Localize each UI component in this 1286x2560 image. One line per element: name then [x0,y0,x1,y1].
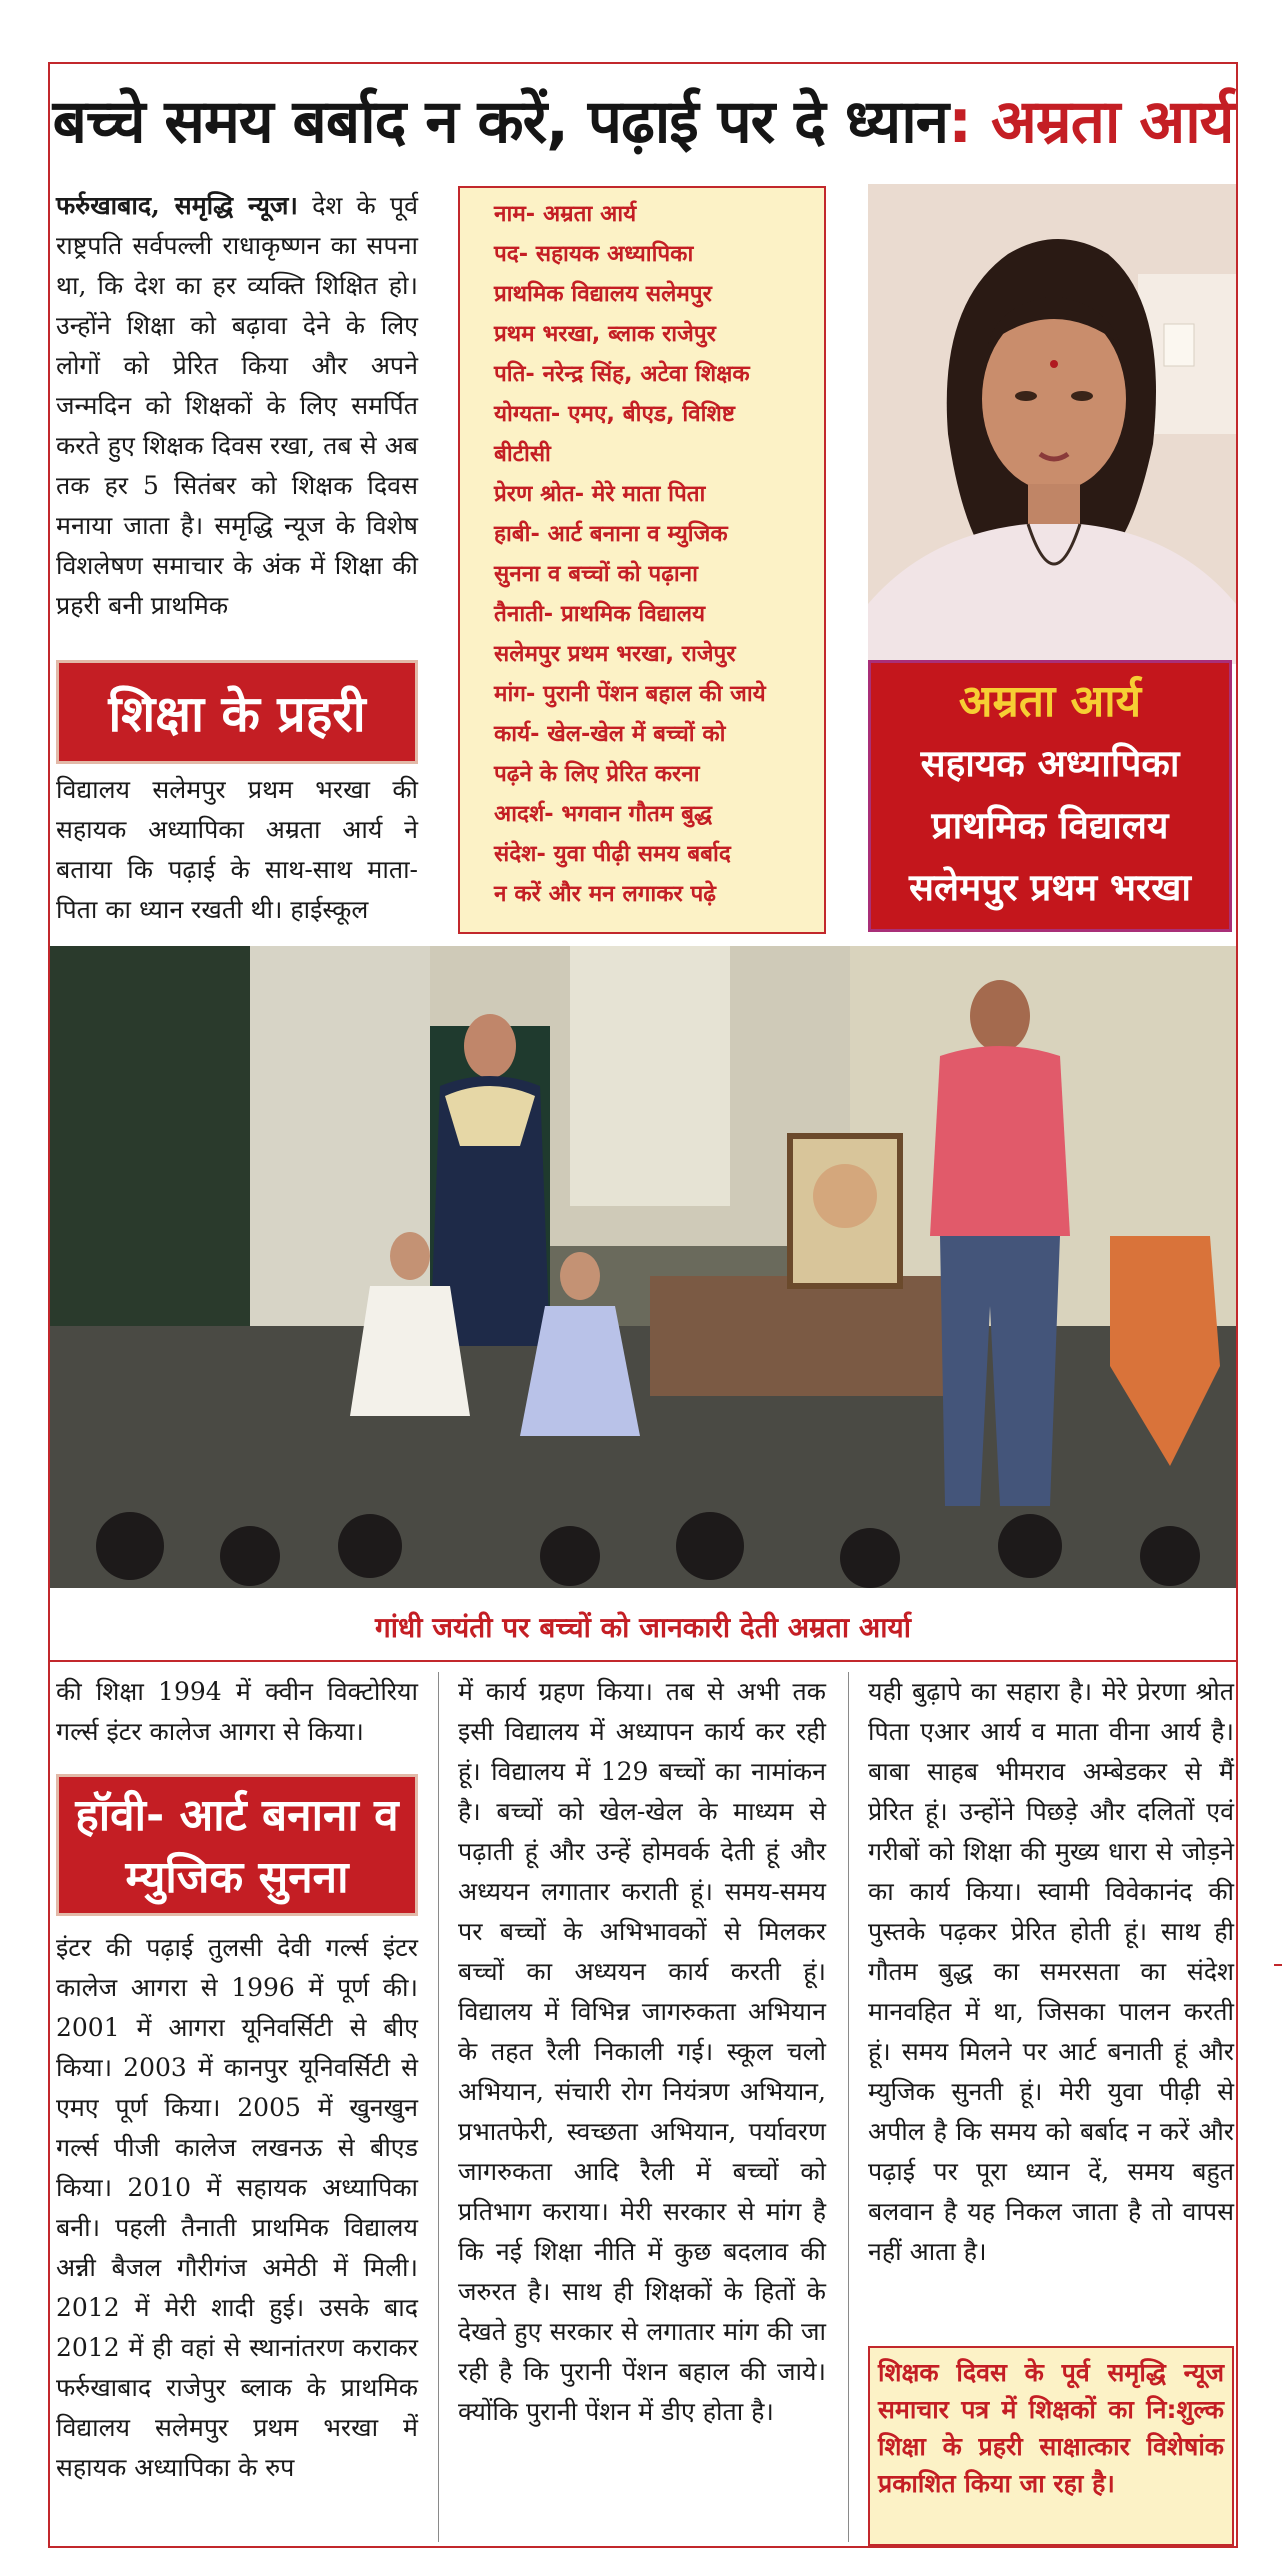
name-box-line: प्राथमिक विद्यालय [931,804,1169,847]
info-line: न करें और मन लगाकर पढ़े [494,881,716,907]
photo-caption: गांधी जयंती पर बच्चों को जानकारी देती अम्रता आर्या [375,1611,911,1644]
column-divider [848,1672,849,2542]
section-heading-hobby [56,1774,418,1916]
info-line: नाम- अम्रता आर्य [494,201,637,227]
intro-continued [56,770,418,930]
info-line: प्रेरण श्रोत- मेरे माता पिता [494,481,706,507]
caption-divider [50,1660,1236,1662]
hobby-heading-line: म्युजिक सुनना [125,1852,349,1903]
classroom-illustration [50,946,1236,1588]
info-line: तैनाती- प्राथमिक विद्यालय [494,601,706,627]
info-line: पढ़ने के लिए प्रेरित करना [494,761,700,787]
headline-name: अम्रता आर्य [990,87,1234,157]
info-line: मांग- पुरानी पेंशन बहाल की जाये [494,681,766,707]
info-line: संदेश- युवा पीढ़ी समय बर्बाद [494,841,731,867]
section-heading-prahari: शिक्षा के प्रहरी [56,660,418,764]
info-line: प्रथम भरखा, ब्लाक राजेपुर [494,321,716,347]
info-line: हाबी- आर्ट बनाना व म्युजिक [494,521,728,547]
classroom-photo [50,946,1236,1588]
info-line: प्राथमिक विद्यालय सलेमपुर [494,281,712,307]
headline-main: बच्चे समय बर्बाद न करें, पढ़ाई पर दे ध्यान [52,87,949,157]
dateline: फर्रुखाबाद, समृद्धि न्यूज। [56,191,298,220]
headline [48,80,1238,164]
name-box-line: सहायक अध्यापिका [920,742,1180,785]
portrait-illustration [868,184,1236,664]
info-line: पति- नरेन्द्र सिंह, अटेवा शिक्षक [494,361,750,387]
callout-box: शिक्षक दिवस के पूर्व समृद्धि न्यूज समाचार पत्र में शिक्षकों का नि:शुल्क शिक्षा के प्रहरी साक्षात्कार विशेषांक प्रकाशित किया जा रहा है। [868,2346,1234,2546]
inspiration-column [868,1672,1234,2272]
name-box [868,660,1232,932]
work-column [458,1672,826,2432]
intro-text: देश के पूर्व राष्ट्रपति सर्वपल्ली राधाकृष्णन का सपना था, कि देश का हर व्यक्ति शिक्षित हो। उन्होंने शिक्षा को बढ़ावा देने के लिए लोगों को प्रेरित किया और अपने जन्मदिन को शिक्षकों के लिए समर्पित करते हुए शिक्षक दिवस रखा, तब से अब तक हर 5 सितंबर को शिक्षक दिवस मनाया जाता है। समृद्धि न्यूज के विशेष विशलेषण समाचार के अंक में शिक्षा की प्रहरी बनी प्राथमिक [56,191,418,620]
career-column [56,1928,418,2488]
intro-continued-text: विद्यालय सलेमपुर प्रथम भरखा की सहायक अध्यापिका अम्रता आर्य ने बताया कि पढ़ाई के साथ-साथ माता-पिता का ध्यान रखती थी। हाईस्कूल [56,775,418,924]
work-text: में कार्य ग्रहण किया। तब से अभी तक इसी विद्यालय में अध्यापन कार्य कर रही हूं। विद्यालय में 129 बच्चों का नामांकन है। बच्चों को खेल-खेल के माध्यम से पढ़ाती हूं और उन्हें होमवर्क देती हूं और अध्ययन लगातार कराती हूं। समय-समय पर बच्चों के अभिभावकों से मिलकर बच्चों का अध्ययन कार्य करती हूं। विद्यालय में विभिन्न जागरुकता अभियान के तहत रैली निकाली गई। स्कूल चलो अभियान, संचारी रोग नियंत्रण अभियान, प्रभातफेरी, स्वच्छता अभियान, पर्यावरण जागरुकता आदि रैली में बच्चों को प्रतिभाग कराया। मेरी सरकार से मांग है कि नई शिक्षा नीति में कुछ बदलाव की जरुरत है। साथ ही शिक्षकों के हितों के देखते हुए सरकार से लगातार मांग की जा रही है कि पुरानी पेंशन बहाल की जाये। क्योंकि पुरानी पेंशन में डीए होता है। [458,1677,826,2426]
education-text: की शिक्षा 1994 में क्वीन विक्टोरिया गर्ल्स इंटर कालेज आगरा से किया। [56,1677,418,1746]
portrait-photo [868,184,1236,664]
profile-info-box [458,186,826,934]
info-line: सलेमपुर प्रथम भरखा, राजेपुर [494,641,736,667]
inspiration-text: यही बुढ़ापे का सहारा है। मेरे प्रेरणा श्रोत पिता एआर आर्य व माता वीना आर्य है। बाबा साहब भीमराव अम्बेडकर से मैं प्रेरित हूं। उन्होंने पिछड़े और दलितों एवं गरीबों को शिक्षा की मुख्य धारा से जोड़ने का कार्य किया। स्वामी विवेकानंद की पुस्तके पढ़कर प्रेरित होती हूं। साथ ही गौतम बुद्ध का समरसता का संदेश मानवहित में था, जिसका पालन करती हूं। समय मिलने पर आर्ट बनाती हूं और म्युजिक सुनती हूं। मेरी युवा पीढ़ी से अपील है कि समय को बर्बाद न करें और पढ़ाई पर पूरा ध्यान दें, समय बहुत बलवान है यह निकल जाता है तो वापस नहीं आता है। [868,1677,1234,2266]
info-line: आदर्श- भगवान गौतम बुद्ध [494,801,712,827]
hobby-heading-line: हॉवी- आर्ट बनाना व [75,1790,399,1841]
info-line: योग्यता- एमए, बीएड, विशिष्ट [494,401,735,427]
column-divider [438,1672,439,2542]
education-column [56,1672,418,1752]
info-line: पद- सहायक अध्यापिका [494,241,694,267]
name-box-line: सलेमपुर प्रथम भरखा [909,866,1191,909]
info-line: कार्य- खेल-खेल में बच्चों को [494,721,726,747]
name-box-name: अम्रता आर्य [958,676,1142,727]
info-line: बीटीसी [494,441,551,467]
career-text: इंटर की पढ़ाई तुलसी देवी गर्ल्स इंटर कालेज आगरा से 1996 में पूर्ण की। 2001 में आगरा यूनिवर्सिटी से बीए किया। 2003 में कानपुर यूनिवर्सिटी से एमए पूर्ण किया। 2005 में खुनखुन गर्ल्स पीजी कालेज लखनऊ से बीएड किया। 2010 में सहायक अध्यापिका बनी। पहली तैनाती प्राथमिक विद्यालय अन्नी बैजल गौरीगंज अमेठी में मिली। 2012 में मेरी शादी हुई। उसके बाद 2012 में ही वहां से स्थानांतरण कराकर फर्रुखाबाद राजेपुर ब्लाक के प्राथमिक विद्यालय सलेमपुर प्रथम भरखा में सहायक अध्यापिका के रुप [56,1933,418,2482]
edge-mark [1274,1964,1282,1966]
info-line: सुनना व बच्चों को पढ़ाना [494,561,698,587]
headline-colon: : [948,87,991,157]
intro-column [56,186,418,626]
